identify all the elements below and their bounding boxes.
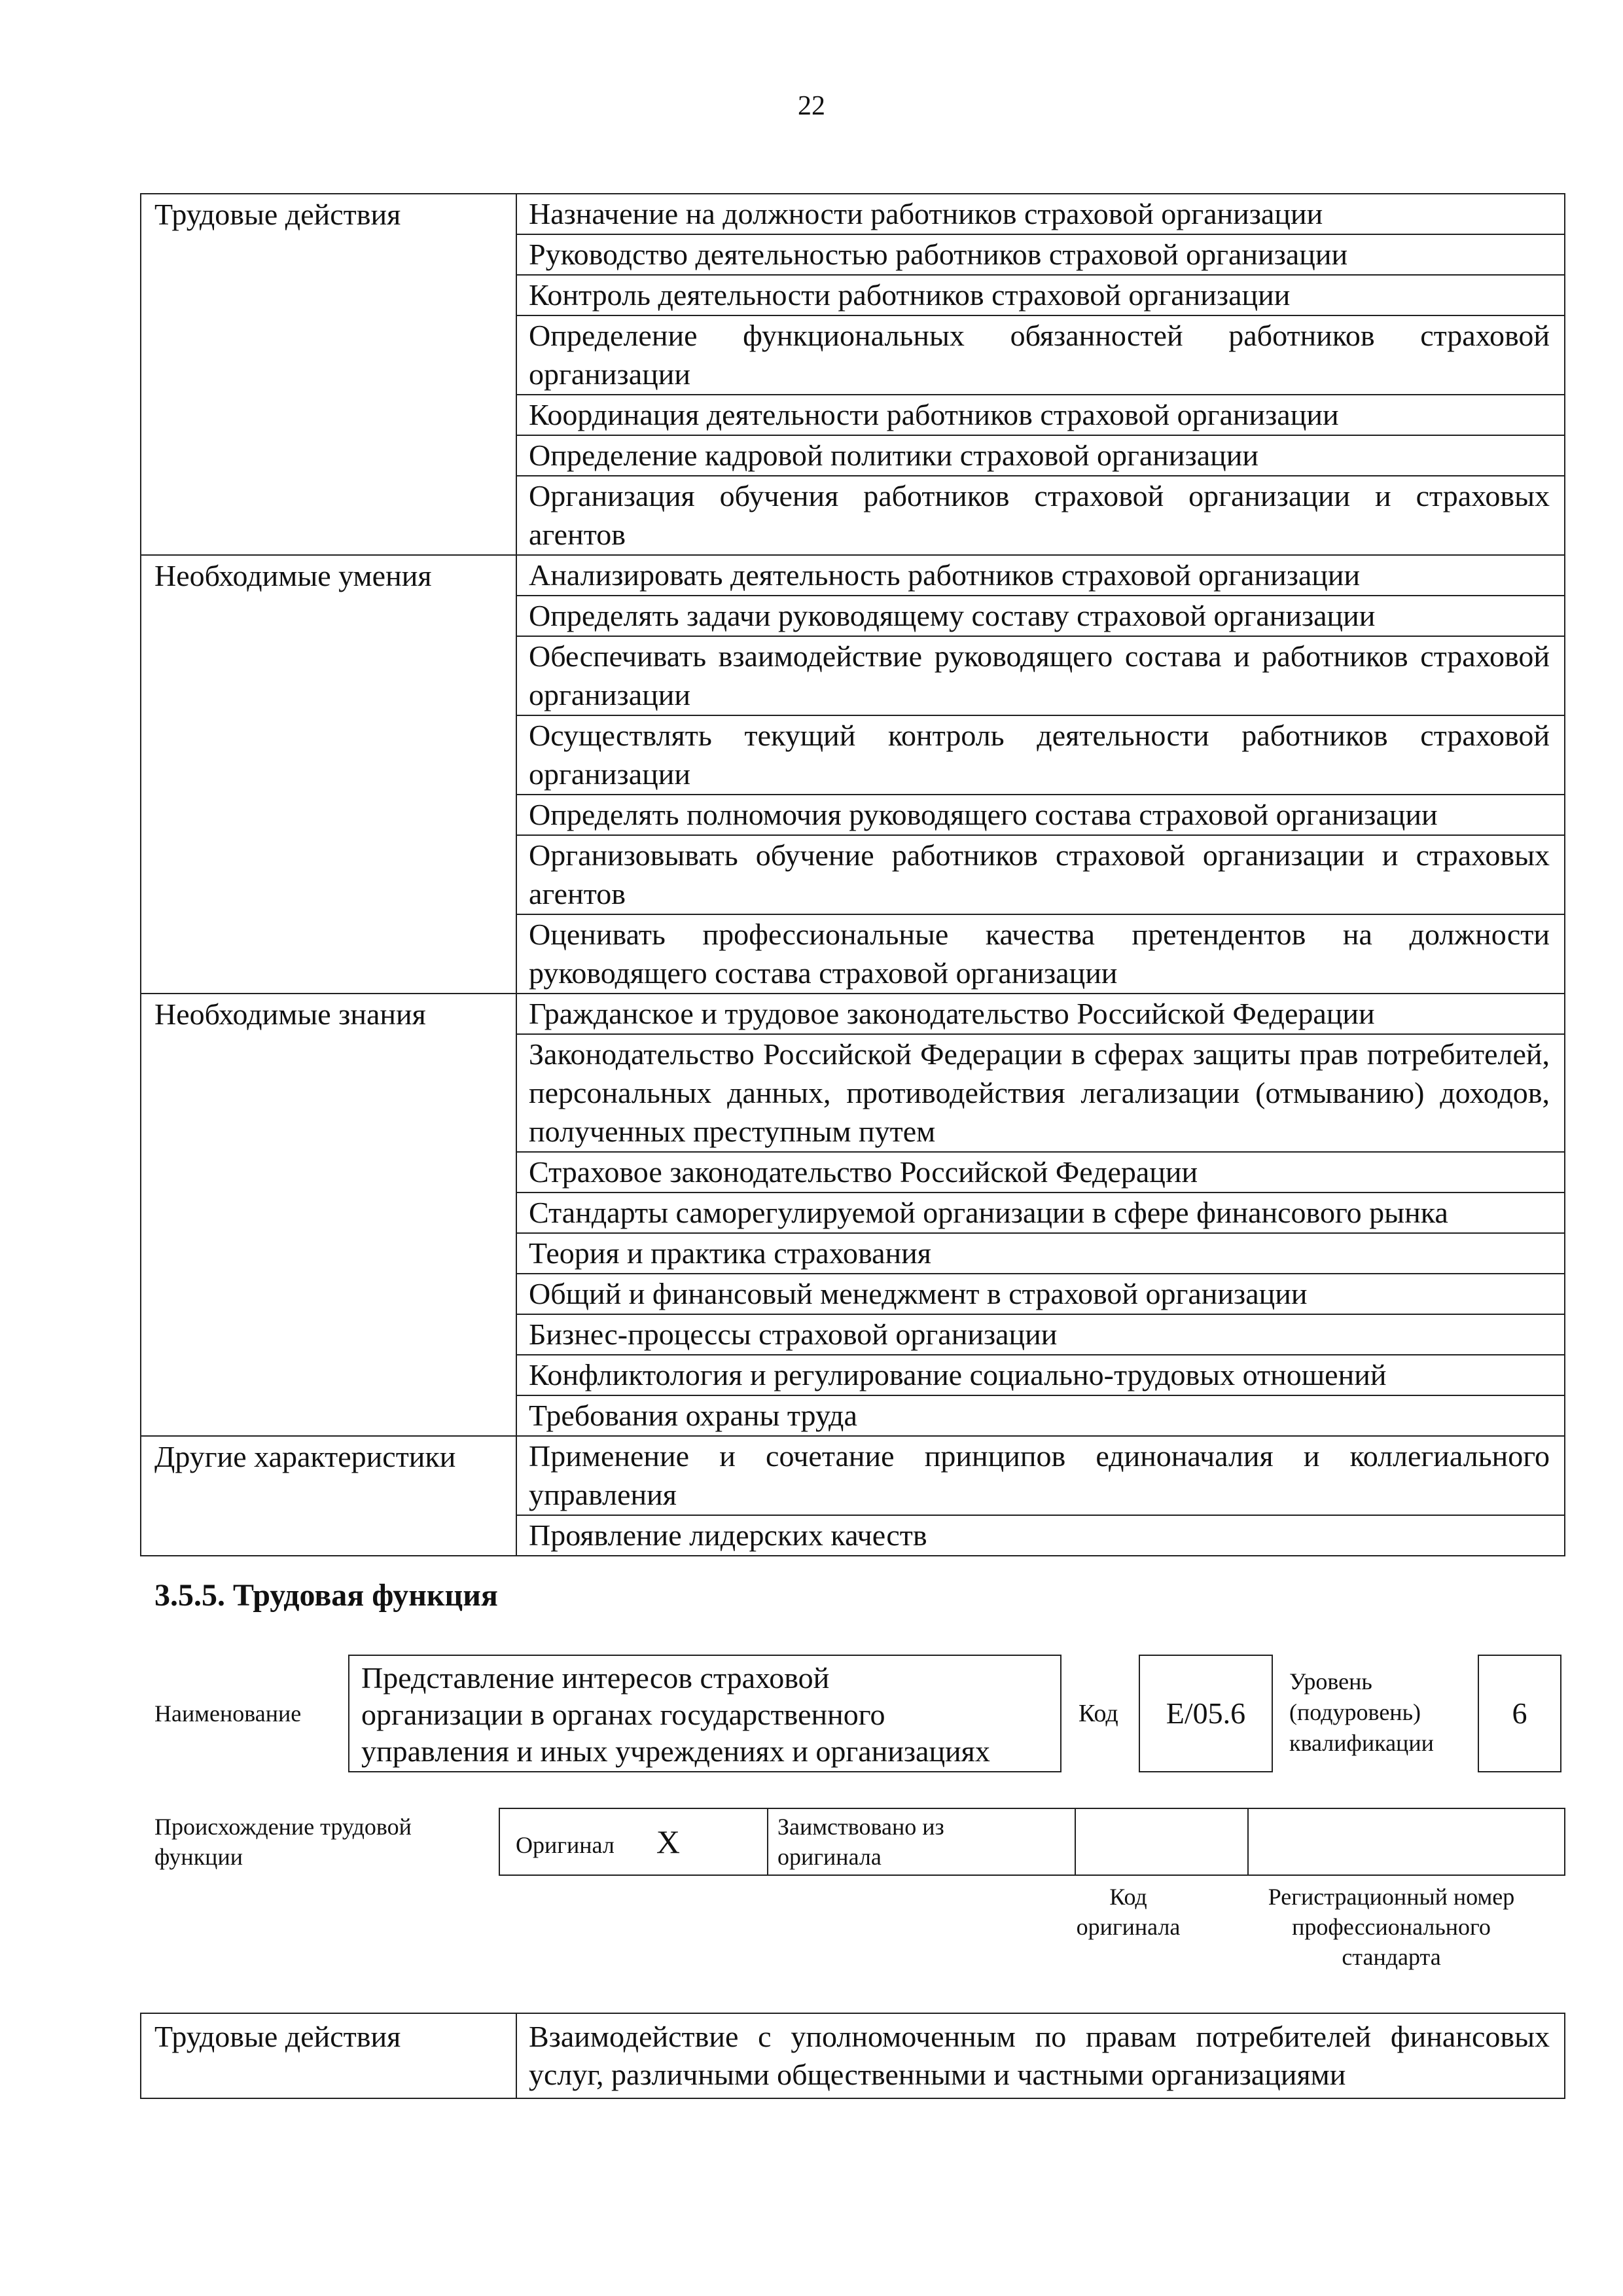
code-original-caption	[1043, 1882, 1213, 1942]
row-item: Страховое законодательство Российской Федерации	[516, 1152, 1565, 1193]
row-item: Проявление лидерских качеств	[516, 1515, 1565, 1556]
labor-actions-label: Трудовые действия	[141, 2013, 516, 2098]
labor-action-item: Взаимодействие с уполномоченным по правам потребителей финансовых услуг, различными общественными и частными организациями	[516, 2013, 1565, 2098]
reg-number-line: Регистрационный номер	[1268, 1884, 1515, 1910]
reg-number-caption	[1217, 1882, 1565, 1972]
code-original-line: оригинала	[1076, 1914, 1181, 1940]
level-label-line: (подуровень)	[1289, 1699, 1421, 1725]
row-item: Бизнес-процессы страховой организации	[516, 1314, 1565, 1355]
borrowed-cell	[768, 1808, 1075, 1875]
function-name-box	[348, 1655, 1061, 1772]
row-item: Обеспечивать взаимодействие руководящего состава и работников страховой организации	[516, 636, 1565, 715]
row-item: Координация деятельности работников страховой организации	[516, 395, 1565, 435]
name-label: Наименование	[154, 1700, 302, 1727]
row-item: Определение функциональных обязанностей работников страховой организации	[516, 315, 1565, 395]
row-item: Определять задачи руководящему составу страховой организации	[516, 596, 1565, 636]
origin-code-cell	[1075, 1808, 1248, 1875]
code-original-line: Код	[1109, 1884, 1147, 1910]
table-row	[141, 194, 1565, 234]
original-label: Оригинал	[516, 1832, 615, 1858]
row-item: Конфликтология и регулирование социально-трудовых отношений	[516, 1355, 1565, 1395]
function-name-line: управления и иных учреждениях и организациях	[361, 1734, 990, 1768]
row-group-label: Необходимые умения	[141, 555, 516, 994]
origin-label-line: Происхождение трудовой	[154, 1814, 412, 1840]
function-name-line: организации в органах государственного	[361, 1698, 885, 1731]
row-item: Теория и практика страхования	[516, 1233, 1565, 1274]
table-row	[141, 1436, 1565, 1515]
original-mark: X	[656, 1823, 680, 1860]
origin-label-line: функции	[154, 1844, 243, 1870]
row-item: Оценивать профессиональные качества претендентов на должности руководящего состава страховой организации	[516, 914, 1565, 994]
row-item: Назначение на должности работников страховой организации	[516, 194, 1565, 234]
row-group-label: Трудовые действия	[141, 194, 516, 555]
main-table-body	[141, 194, 1565, 1556]
row-item: Определять полномочия руководящего состава страховой организации	[516, 795, 1565, 835]
row-item: Осуществлять текущий контроль деятельности работников страховой организации	[516, 715, 1565, 795]
row-group-label: Необходимые знания	[141, 994, 516, 1436]
row-item: Анализировать деятельность работников страховой организации	[516, 555, 1565, 596]
reg-number-line: стандарта	[1342, 1944, 1441, 1970]
labor-actions-table	[140, 2013, 1565, 2099]
function-name-line: Представление интересов страховой	[361, 1661, 830, 1695]
row-item: Определение кадровой политики страховой организации	[516, 435, 1565, 476]
origin-table	[499, 1808, 1565, 1876]
page-number: 22	[798, 91, 825, 121]
row-item: Руководство деятельностью работников страховой организации	[516, 234, 1565, 275]
section-title: 3.5.5. Трудовая функция	[154, 1578, 498, 1613]
code-value-box	[1139, 1655, 1273, 1772]
row-item: Требования охраны труда	[516, 1395, 1565, 1436]
code-label: Код	[1079, 1700, 1118, 1727]
original-cell	[499, 1808, 768, 1875]
row-item: Организация обучения работников страховой организации и страховых агентов	[516, 476, 1565, 555]
row-item: Общий и финансовый менеджмент в страховой организации	[516, 1274, 1565, 1314]
qualification-level-label	[1289, 1666, 1434, 1759]
row-item: Законодательство Российской Федерации в сферах защиты прав потребителей, персональных данных, противодействия легализации (отмыванию) доходов, полученных преступным путем	[516, 1034, 1565, 1152]
table-row	[141, 994, 1565, 1034]
row-item: Гражданское и трудовое законодательство Российской Федерации	[516, 994, 1565, 1034]
row-item: Контроль деятельности работников страховой организации	[516, 275, 1565, 315]
level-label-line: Уровень	[1289, 1668, 1372, 1695]
reg-number-line: профессионального	[1292, 1914, 1491, 1940]
row-item: Применение и сочетание принципов единоначалия и коллегиального управления	[516, 1436, 1565, 1515]
level-value: 6	[1512, 1696, 1527, 1730]
code-value: E/05.6	[1166, 1696, 1246, 1730]
row-item: Организовывать обучение работников страховой организации и страховых агентов	[516, 835, 1565, 914]
borrowed-label-line: оригинала	[777, 1844, 882, 1870]
labor-function-table	[140, 193, 1565, 1556]
level-label-line: квалификации	[1289, 1730, 1434, 1756]
origin-label	[154, 1812, 412, 1872]
level-value-box	[1478, 1655, 1561, 1772]
row-group-label: Другие характеристики	[141, 1436, 516, 1556]
table-row	[141, 555, 1565, 596]
borrowed-label-line: Заимствовано из	[777, 1814, 944, 1840]
origin-reg-number-cell	[1248, 1808, 1565, 1875]
row-item: Стандарты саморегулируемой организации в сфере финансового рынка	[516, 1193, 1565, 1233]
